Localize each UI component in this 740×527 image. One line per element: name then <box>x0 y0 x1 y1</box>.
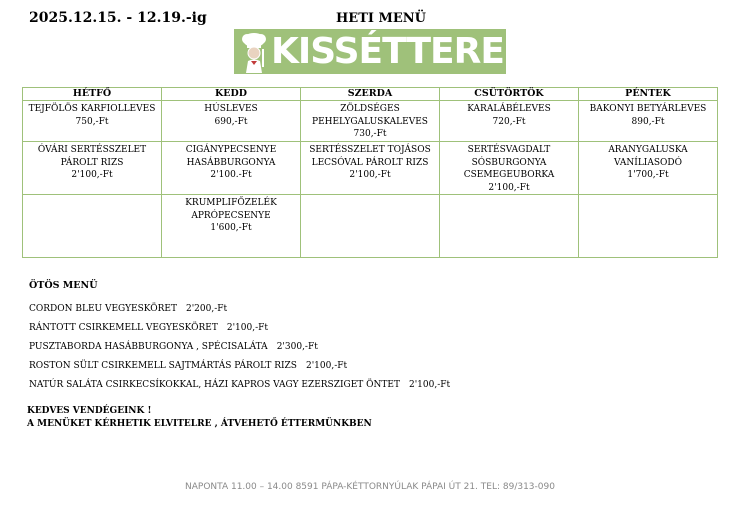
dish-name: BAKONYI BETYÁRLEVES <box>589 104 707 114</box>
list-item <box>29 359 719 378</box>
dish-name: SERTÉSSZELET TOJÁSOS LECSÓVAL PÁROLT RIZS <box>309 145 431 168</box>
dish-price: 720,-Ft <box>492 116 526 127</box>
day-header-tuesday: KEDD <box>162 88 301 101</box>
day-header-friday: PÉNTEK <box>579 88 718 101</box>
greeting-note <box>27 405 372 431</box>
table-row <box>23 101 718 142</box>
item-price: 2'300,-Ft <box>276 342 318 352</box>
menu-cell <box>23 101 162 142</box>
dish-name: CIGÁNYPECSENYE HASÁBBURGONYA <box>185 145 277 168</box>
dish-price: 1'600,-Ft <box>210 223 252 233</box>
menu-cell <box>23 195 162 258</box>
dish-price: 2'100.-Ft <box>210 170 252 180</box>
menu-cell <box>23 142 162 195</box>
menu-cell <box>301 101 440 142</box>
dish-name: ZÖLDSÉGES PEHELYGALUSKALEVES <box>312 104 428 127</box>
menu-cell <box>440 142 579 195</box>
table-row <box>23 142 718 195</box>
day-header-monday: HÉTFŐ <box>23 88 162 101</box>
dish-name: ARANYGALUSKA VANÍLIASODÓ <box>608 145 688 168</box>
item-name: RÁNTOTT CSIRKEMELL VEGYESKÖRET <box>29 323 218 333</box>
otos-menu-title: ÖTÖS MENÜ <box>29 280 98 291</box>
footer-contact: NAPONTA 11.00 – 14.00 8591 PÁPA-KÉTTORNYÚLAK PÁPAI ÚT 21. TEL: 89/313-090 <box>185 482 555 492</box>
dish-name: TEJFÖLÖS KARFIOLLEVES <box>28 104 156 114</box>
dish-name: ÓVÁRI SERTÉSSZELET PÁROLT RIZS <box>37 145 147 168</box>
menu-cell <box>440 101 579 142</box>
item-name: NATÚR SALÁTA CSIRKECSÍKOKKAL, HÁZI KAPROS VAGY EZERSZIGET ÖNTET <box>29 380 400 390</box>
dish-price: 1'700,-Ft <box>627 170 669 180</box>
menu-cell <box>162 101 301 142</box>
menu-cell <box>579 101 718 142</box>
day-header-wednesday: SZERDA <box>301 88 440 101</box>
date-range: 2025.12.15. - 12.19.-ig <box>29 10 207 26</box>
dish-name: KARALÁBÉLEVES <box>467 104 551 114</box>
greeting-line: KEDVES VENDÉGEINK ! <box>27 406 152 416</box>
day-header-thursday: CSÜTÖRTÖK <box>440 88 579 101</box>
menu-cell <box>301 195 440 258</box>
dish-price: 890,-Ft <box>631 116 665 127</box>
list-item <box>29 340 719 359</box>
item-price: 2'100,-Ft <box>305 361 348 371</box>
dish-price: 730,-Ft <box>353 129 387 139</box>
menu-cell <box>579 195 718 258</box>
item-price: 2'200,-Ft <box>185 304 228 314</box>
chef-icon <box>234 29 274 74</box>
takeaway-line: A MENÜKET KÉRHETIK ELVITELRE , ÁTVEHETŐ ÉTTERMÜNKBEN <box>27 419 372 429</box>
dish-price: 2'100,-Ft <box>71 170 113 180</box>
item-name: ROSTON SÜLT CSIRKEMELL SAJTMÁRTÁS PÁROLT RIZS <box>29 361 297 371</box>
item-name: PUSZTABORDA HASÁBBURGONYA , SPÉCISALÁTA <box>29 342 268 352</box>
menu-cell <box>440 195 579 258</box>
menu-cell <box>162 142 301 195</box>
weekly-menu-table <box>22 87 718 258</box>
list-item <box>29 302 719 321</box>
otos-menu-list <box>29 302 719 397</box>
logo-text: KISSÉTTEREM <box>271 31 539 72</box>
dish-price: 690,-Ft <box>214 116 248 127</box>
dish-price: 750,-Ft <box>75 116 109 127</box>
dish-name: HÚSLEVES <box>204 104 258 114</box>
item-price: 2'100,-Ft <box>408 380 451 390</box>
list-item <box>29 378 719 397</box>
restaurant-logo <box>234 29 539 74</box>
dish-name: SERTÉSVAGDALT SÓSBURGONYA CSEMEGEUBORKA <box>463 145 555 180</box>
dish-price: 2'100,-Ft <box>488 182 530 193</box>
menu-title: HETI MENÜ <box>336 11 426 26</box>
dish-name: KRUMPLIFŐZELÉK APRÓPECSENYE <box>185 198 277 221</box>
list-item <box>29 321 719 340</box>
menu-cell <box>579 142 718 195</box>
table-row <box>23 195 718 258</box>
dish-price: 2'100,-Ft <box>349 170 391 180</box>
item-price: 2'100,-Ft <box>226 323 268 333</box>
item-name: CORDON BLEU VEGYESKÖRET <box>29 304 177 314</box>
menu-cell <box>301 142 440 195</box>
menu-cell <box>162 195 301 258</box>
